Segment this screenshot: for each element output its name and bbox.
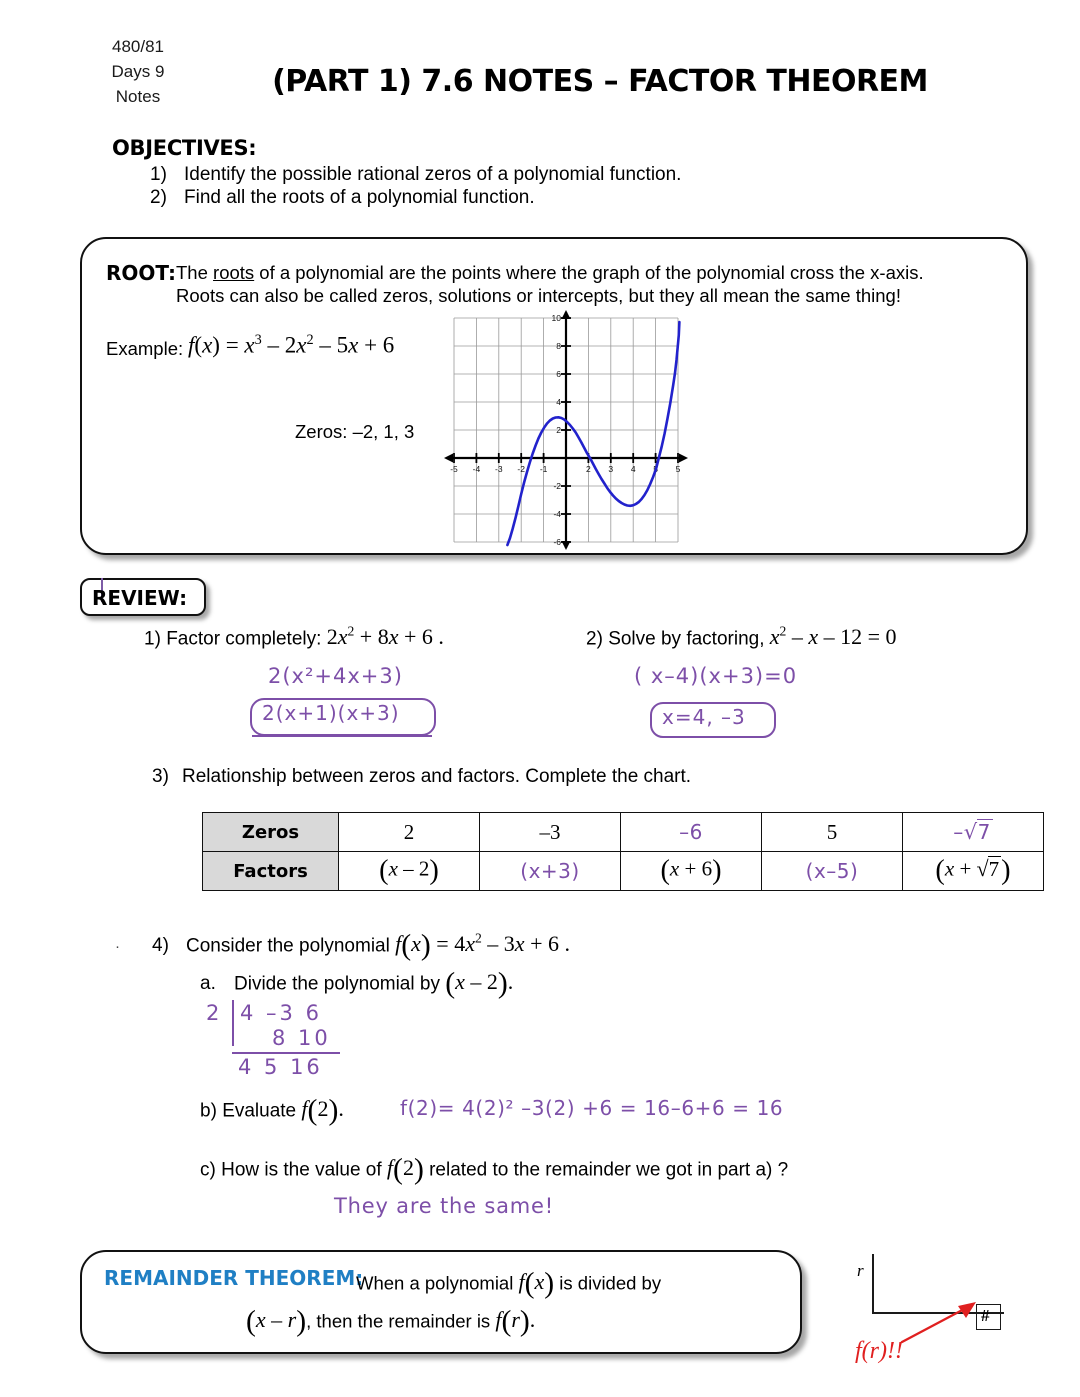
remainder-line1-expr: f(x): [518, 1268, 555, 1300]
factors-cell-3[interactable]: (x + 6): [621, 852, 762, 891]
part-b-work: f(2)= 4(2)² –3(2) +6 = 16–6+6 = 16: [400, 1096, 784, 1120]
remainder-line2-middle: , then the remainder is: [306, 1310, 496, 1332]
part-c-text-after: related to the remainder we got in part a) ?: [429, 1159, 789, 1181]
svg-text:-3: -3: [495, 464, 503, 474]
svg-text:-4: -4: [553, 509, 561, 519]
svg-text:-2: -2: [553, 481, 561, 491]
svg-text:-4: -4: [472, 464, 481, 474]
problem-2-work-line-1: ( x–4)(x+3)=0: [634, 664, 798, 688]
x-axis-right-arrow: [679, 454, 688, 463]
problem-1-prompt: Factor completely:: [166, 628, 322, 650]
objective-1-text: Identify the possible rational zeros of a polynomial function.: [184, 164, 682, 185]
objective-1-number: 1): [150, 164, 167, 185]
remainder-theorem-line-2: [246, 1306, 535, 1339]
problem-4-part-a: [200, 968, 513, 1001]
problem-2-expression: $x^2 - x - 12 = 0$: [769, 624, 897, 650]
factors-cell-1[interactable]: (x – 2): [339, 852, 480, 891]
problem-4-part-c: [200, 1154, 788, 1187]
problem-2-work-line-2: x=4, –3: [662, 705, 746, 729]
zeros-cell-2[interactable]: –3: [480, 813, 621, 852]
part-b-letter: b): [200, 1100, 217, 1122]
synthetic-diagram-remainder-symbol: #: [981, 1306, 990, 1325]
part-c-text-before: How is the value of: [221, 1159, 382, 1181]
remainder-theorem-line-1: [356, 1268, 661, 1301]
problem-3-text: Relationship between zeros and factors. Complete the chart.: [182, 766, 692, 787]
header-line-days: Days 9: [111, 62, 165, 81]
svg-text:5: 5: [675, 464, 681, 474]
synthetic-diagram-divisor-label: r: [857, 1261, 864, 1280]
problem-4-part-b: [200, 1095, 344, 1128]
objective-item-1: [150, 163, 681, 186]
part-a-expression: (x – 2).: [445, 968, 514, 1000]
remainder-line2-expr1: (x – r): [246, 1306, 307, 1338]
svg-text:-5: -5: [450, 464, 458, 474]
factors-cell-5[interactable]: (x + √7): [903, 852, 1044, 891]
problem-1-work-line-1: 2(x²+4x+3): [268, 664, 403, 688]
remainder-theorem-label: REMAINDER THEOREM:: [104, 1266, 364, 1290]
zeros-cell-3[interactable]: –6: [621, 813, 762, 852]
svg-text:5: 5: [653, 464, 658, 474]
problem-1-work-line-2: 2(x+1)(x+3): [262, 701, 400, 725]
factors-cell-2[interactable]: (x+3): [480, 852, 621, 891]
synthetic-division-divisor: 2: [206, 1001, 220, 1025]
svg-text:2: 2: [556, 425, 561, 435]
part-c-letter: c): [200, 1159, 216, 1181]
remainder-line1-prefix: When a polynomial: [356, 1272, 519, 1294]
svg-text:4: 4: [556, 397, 561, 407]
svg-text:-6: -6: [553, 537, 561, 547]
example-label: Example:: [106, 338, 184, 359]
page-header: [78, 34, 198, 109]
root-def-suffix: of a polynomial are the points where the graph of the polynomial cross the x-axis.: [254, 262, 924, 283]
synthetic-diagram-annotation: f(r)!!: [855, 1338, 903, 1364]
objective-2-text: Find all the roots of a polynomial function.: [184, 187, 535, 208]
example-zeros-label: Zeros: –2, 1, 3: [295, 421, 415, 442]
svg-text:-2: -2: [517, 464, 525, 474]
remainder-line1-suffix: is divided by: [554, 1272, 662, 1294]
problem-4-function: $f(x) = 4x^2 - 3x + 6$ .: [395, 930, 570, 962]
review-problem-3: [152, 766, 691, 788]
problem-2-number: 2): [586, 628, 603, 650]
part-c-expression: f(2): [386, 1154, 424, 1186]
synthetic-division-row-2: 8 10: [272, 1026, 331, 1050]
svg-text:6: 6: [556, 369, 561, 379]
red-arrow-icon: [896, 1296, 986, 1353]
svg-text:3: 3: [608, 464, 614, 474]
svg-text:8: 8: [556, 341, 561, 351]
zeros-factors-table: [202, 812, 1044, 891]
x-axis-left-arrow: [444, 454, 453, 463]
cubic-curve: [507, 322, 679, 545]
example-function-expression: $f(x) = x^3 - 2x^2 - 5x + 6$: [188, 332, 395, 358]
factors-cell-4[interactable]: (x–5): [762, 852, 903, 891]
problem-4: [152, 930, 570, 963]
cubic-function-graph: [444, 310, 688, 550]
remainder-line2-expr2: f(r).: [495, 1306, 536, 1338]
problem-3-number: 3): [152, 766, 169, 787]
root-definition-line-1: [176, 262, 924, 284]
root-definition-line-2: Roots can also be called zeros, solutions or intercepts, but they all mean the same thing!: [176, 285, 901, 306]
objectives-heading: OBJECTIVES:: [112, 136, 257, 160]
review-label: REVIEW:: [92, 586, 188, 610]
header-line-course: 480/81: [112, 37, 164, 56]
problem-1-answer-underline: [252, 735, 432, 737]
stray-pen-mark: ·: [115, 938, 120, 955]
row-header-zeros: Zeros: [203, 813, 339, 852]
problem-4-number: 4): [152, 935, 169, 957]
part-c-work: They are the same!: [334, 1194, 554, 1218]
problem-4-prompt: Consider the polynomial: [186, 935, 390, 957]
part-b-text: Evaluate: [222, 1100, 297, 1122]
svg-text:10: 10: [551, 313, 561, 323]
zeros-cell-5[interactable]: –√7: [903, 813, 1044, 852]
review-problem-1: [144, 624, 444, 650]
part-b-expression: f(2).: [301, 1095, 344, 1127]
table-row-zeros: [203, 813, 1044, 852]
review-problem-2: [586, 624, 897, 650]
graph-svg: [444, 310, 688, 550]
part-a-letter: a.: [200, 973, 216, 995]
svg-text:2: 2: [586, 464, 591, 474]
root-label: ROOT:: [106, 261, 176, 285]
zeros-cell-4[interactable]: 5: [762, 813, 903, 852]
objective-2-number: 2): [150, 187, 167, 208]
problem-1-number: 1): [144, 628, 161, 650]
header-line-notes: Notes: [115, 87, 161, 106]
table-row-factors: [203, 852, 1044, 891]
problem-2-prompt: Solve by factoring,: [608, 628, 765, 650]
zeros-cell-1[interactable]: 2: [339, 813, 480, 852]
page-title: (PART 1) 7.6 NOTES – FACTOR THEOREM: [272, 64, 928, 99]
synthetic-diagram-vertical-line: [872, 1254, 874, 1314]
svg-text:4: 4: [630, 464, 636, 474]
synthetic-division-vertical-bar: [232, 1000, 234, 1046]
synthetic-division-row-3: 4 5 16: [238, 1055, 323, 1079]
objective-item-2: [150, 186, 535, 209]
root-def-prefix: The: [176, 262, 214, 283]
root-def-underlined-word: roots: [213, 262, 255, 283]
part-a-text: Divide the polynomial by: [234, 973, 440, 995]
row-header-factors: Factors: [203, 852, 339, 891]
synthetic-division-row-1: 4 –3 6: [240, 1001, 322, 1025]
svg-text:-1: -1: [539, 464, 548, 474]
problem-1-expression: $2x^2 + 8x + 6$ .: [326, 624, 444, 650]
